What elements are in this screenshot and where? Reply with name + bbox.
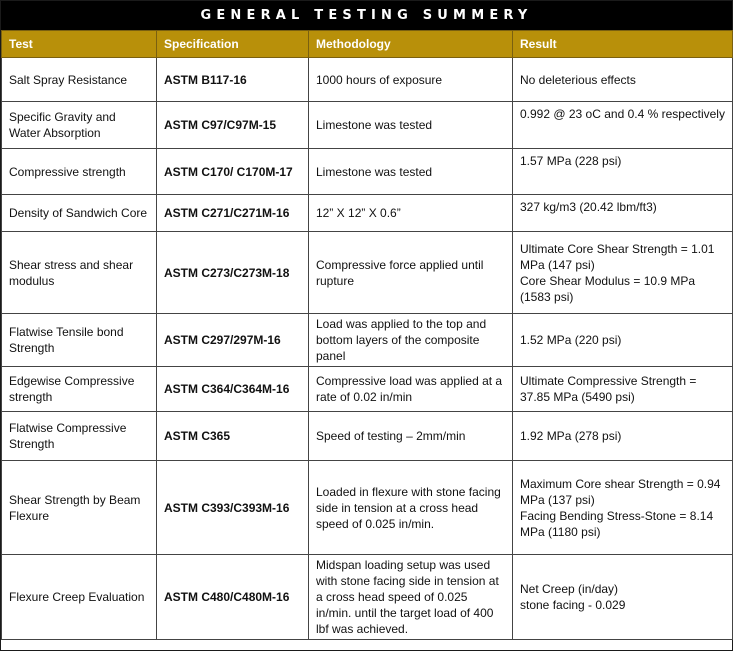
result-line: Net Creep (in/day) [520, 582, 619, 596]
cell-result [513, 232, 733, 314]
table-row [2, 102, 733, 149]
table-row [2, 58, 733, 102]
cell-methodology: Limestone was tested [309, 149, 513, 195]
header-methodology: Methodology [309, 31, 513, 58]
header-row [2, 31, 733, 58]
result-line: 1.92 MPa (278 psi) [520, 429, 622, 443]
cell-methodology: Compressive load was applied at a rate of 0.02 in/min [309, 367, 513, 412]
cell-test: Density of Sandwich Core [2, 195, 157, 232]
result-line: Facing Bending Stress-Stone = 8.14 MPa (1180 psi) [520, 508, 714, 539]
cell-specification: ASTM C364/C364M-16 [157, 367, 309, 412]
table-row [2, 461, 733, 555]
cell-methodology: 1000 hours of exposure [309, 58, 513, 102]
result-line: Core Shear Modulus = 10.9 MPa (1583 psi) [520, 273, 696, 304]
table-row [2, 232, 733, 314]
cell-specification: ASTM C97/C97M-15 [157, 102, 309, 149]
result-line: No deleterious effects [520, 72, 636, 87]
cell-test: Specific Gravity and Water Absorption [2, 102, 157, 149]
cell-specification: ASTM C480/C480M-16 [157, 555, 309, 640]
result-line: 1.52 MPa (220 psi) [520, 333, 622, 347]
result-line: 0.992 @ 23 oC and 0.4 % respectively [520, 107, 725, 121]
cell-test: Flatwise Compressive Strength [2, 412, 157, 461]
cell-specification: ASTM C170/ C170M-17 [157, 149, 309, 195]
table-row [2, 412, 733, 461]
result-line: Ultimate Core Shear Strength = 1.01 MPa (147 psi) [520, 241, 715, 272]
cell-result [513, 412, 733, 461]
table-row [2, 367, 733, 412]
header-result: Result [513, 31, 733, 58]
cell-result [513, 195, 733, 232]
cell-specification: ASTM C273/C273M-18 [157, 232, 309, 314]
cell-result [513, 461, 733, 555]
table-row [2, 149, 733, 195]
cell-methodology: Loaded in flexure with stone facing side in tension at a cross head speed of 0.025 in/min. [309, 461, 513, 555]
cell-result [513, 149, 733, 195]
result-line: Maximum Core shear Strength = 0.94 MPa (137 psi) [520, 476, 721, 507]
header-specification: Specification [157, 31, 309, 58]
header-test: Test [2, 31, 157, 58]
cell-specification: ASTM C271/C271M-16 [157, 195, 309, 232]
cell-test: Salt Spray Resistance [2, 58, 157, 102]
cell-test: Flexure Creep Evaluation [2, 555, 157, 640]
cell-result [513, 555, 733, 640]
cell-test: Compressive strength [2, 149, 157, 195]
cell-methodology: Speed of testing – 2mm/min [309, 412, 513, 461]
result-line: Ultimate Compressive Strength = 37.85 MPa (5490 psi) [520, 374, 697, 404]
result-line: 327 kg/m3 (20.42 lbm/ft3) [520, 200, 657, 214]
cell-specification: ASTM B117-16 [157, 58, 309, 102]
cell-methodology: 12” X 12” X 0.6” [309, 195, 513, 232]
cell-specification: ASTM C297/297M-16 [157, 314, 309, 367]
cell-result [513, 314, 733, 367]
cell-test: Flatwise Tensile bond Strength [2, 314, 157, 367]
cell-methodology: Compressive force applied until rupture [309, 232, 513, 314]
cell-result [513, 102, 733, 149]
cell-test: Shear stress and shear modulus [2, 232, 157, 314]
testing-summary-table [1, 30, 733, 640]
cell-result [513, 367, 733, 412]
cell-specification: ASTM C393/C393M-16 [157, 461, 309, 555]
table-row [2, 195, 733, 232]
cell-methodology: Limestone was tested [309, 102, 513, 149]
cell-result [513, 58, 733, 102]
cell-methodology: Load was applied to the top and bottom layers of the composite panel [309, 314, 513, 367]
cell-test: Edgewise Compressive strength [2, 367, 157, 412]
cell-specification: ASTM C365 [157, 412, 309, 461]
table-row [2, 555, 733, 640]
table-title: GENERAL TESTING SUMMERY [1, 1, 732, 30]
result-line: 1.57 MPa (228 psi) [520, 154, 622, 168]
cell-test: Shear Strength by Beam Flexure [2, 461, 157, 555]
result-line: stone facing - 0.029 [520, 598, 626, 612]
table-row [2, 314, 733, 367]
cell-methodology: Midspan loading setup was used with stone facing side in tension at a cross head speed of 0.025 in/min. until the target load of 400 lbf was achieved. [309, 555, 513, 640]
